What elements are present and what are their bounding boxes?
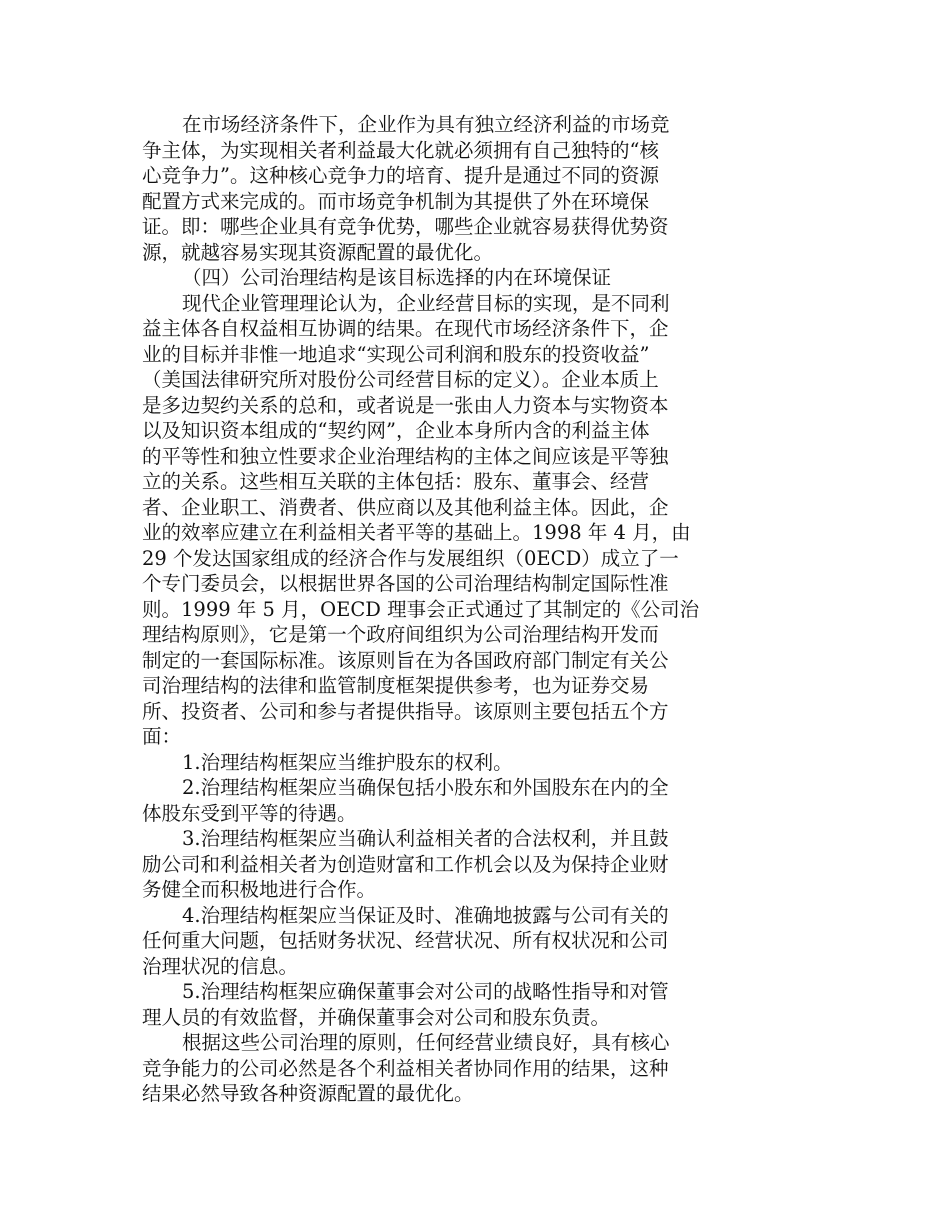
document-body	[142, 112, 742, 1107]
text-line: 的平等性和独立性要求企业治理结构的主体之间应该是平等独	[142, 444, 669, 468]
text-line: 个专门委员会，以根据世界各国的公司治理结构制定国际性准	[142, 572, 669, 595]
text-line: 在市场经济条件下，企业作为具有独立经济利益的市场竞	[182, 113, 670, 136]
text-line: 务健全而积极地进行合作。	[142, 878, 377, 901]
text-line: 根据这些公司治理的原则，任何经营业绩良好，具有核心	[182, 1031, 670, 1054]
text-line: 面：	[142, 725, 182, 748]
document-page	[142, 112, 742, 1107]
text-line: 以及知识资本组成的“契约网”，企业本身所内含的利益主体	[142, 419, 650, 442]
text-line: 治理状况的信息。	[142, 954, 299, 978]
text-line: 体股东受到平等的待遇。	[142, 801, 357, 825]
text-line: 理结构原则》，它是第一个政府间组织为公司治理结构开发而	[142, 623, 659, 646]
text-line: 1.治理结构框架应当维护股东的权利。	[182, 750, 513, 774]
text-line: （美国法律研究所对股份公司经营目标的定义）。企业本质上	[142, 368, 659, 391]
text-line: 源，就越容易实现其资源配置的最优化。	[142, 240, 494, 264]
text-line: 业的目标并非惟一地追求“实现公司利润和股东的投资收益”	[142, 342, 650, 366]
text-line: 励公司和利益相关者为创造财富和工作机会以及为保持企业财	[142, 852, 669, 876]
text-line: 2.治理结构框架应当确保包括小股东和外国股东在内的全	[182, 776, 669, 799]
text-line: 现代企业管理理论认为，企业经营目标的实现，是不同利	[182, 291, 670, 315]
text-line: 3.治理结构框架应当确认利益相关者的合法权利，并且鼓	[182, 827, 669, 850]
text-line: 制定的一套国际标准。该原则旨在为各国政府部门制定有关公	[142, 648, 669, 672]
text-line: （四）公司治理结构是该目标选择的内在环境保证	[182, 266, 612, 289]
text-line: 争主体，为实现相关者利益最大化就必须拥有自己独特的“核	[142, 138, 659, 162]
text-line: 立的关系。这些相互关联的主体包括：股东、董事会、经营	[142, 470, 650, 493]
text-line: 理人员的有效监督，并确保董事会对公司和股东负责。	[142, 1005, 611, 1029]
text-line: 则。1999 年 5 月，OECD 理事会正式通过了其制定的《公司治	[142, 597, 700, 621]
text-line: 结果必然导致各种资源配置的最优化。	[142, 1082, 474, 1105]
text-line: 所、投资者、公司和参与者提供指导。该原则主要包括五个方	[142, 699, 669, 723]
text-line: 心竞争力”。这种核心竞争力的培育、提升是通过不同的资源	[142, 164, 659, 187]
text-line: 29 个发达国家组成的经济合作与发展组织（0ECD）成立了一	[142, 546, 679, 570]
text-line: 配置方式来完成的。而市场竞争机制为其提供了外在环境保	[142, 189, 650, 213]
text-line: 证。即：哪些企业具有竞争优势，哪些企业就容易获得优势资	[142, 215, 669, 238]
text-line: 是多边契约关系的总和，或者说是一张由人力资本与实物资本	[142, 393, 669, 417]
text-line: 者、企业职工、消费者、供应商以及其他利益主体。因此，企	[142, 495, 669, 519]
text-line: 司治理结构的法律和监管制度框架提供参考，也为证券交易	[142, 674, 650, 697]
text-line: 任何重大问题，包括财务状况、经营状况、所有权状况和公司	[142, 929, 669, 952]
text-line: 益主体各自权益相互协调的结果。在现代市场经济条件下，企	[142, 317, 669, 340]
text-line: 业的效率应建立在利益相关者平等的基础上。1998 年 4 月，由	[142, 521, 691, 544]
text-line: 竞争能力的公司必然是各个利益相关者协同作用的结果，这种	[142, 1056, 669, 1080]
text-line: 4.治理结构框架应当保证及时、准确地披露与公司有关的	[182, 903, 669, 927]
text-line: 5.治理结构框架应确保董事会对公司的战略性指导和对管	[182, 980, 669, 1003]
